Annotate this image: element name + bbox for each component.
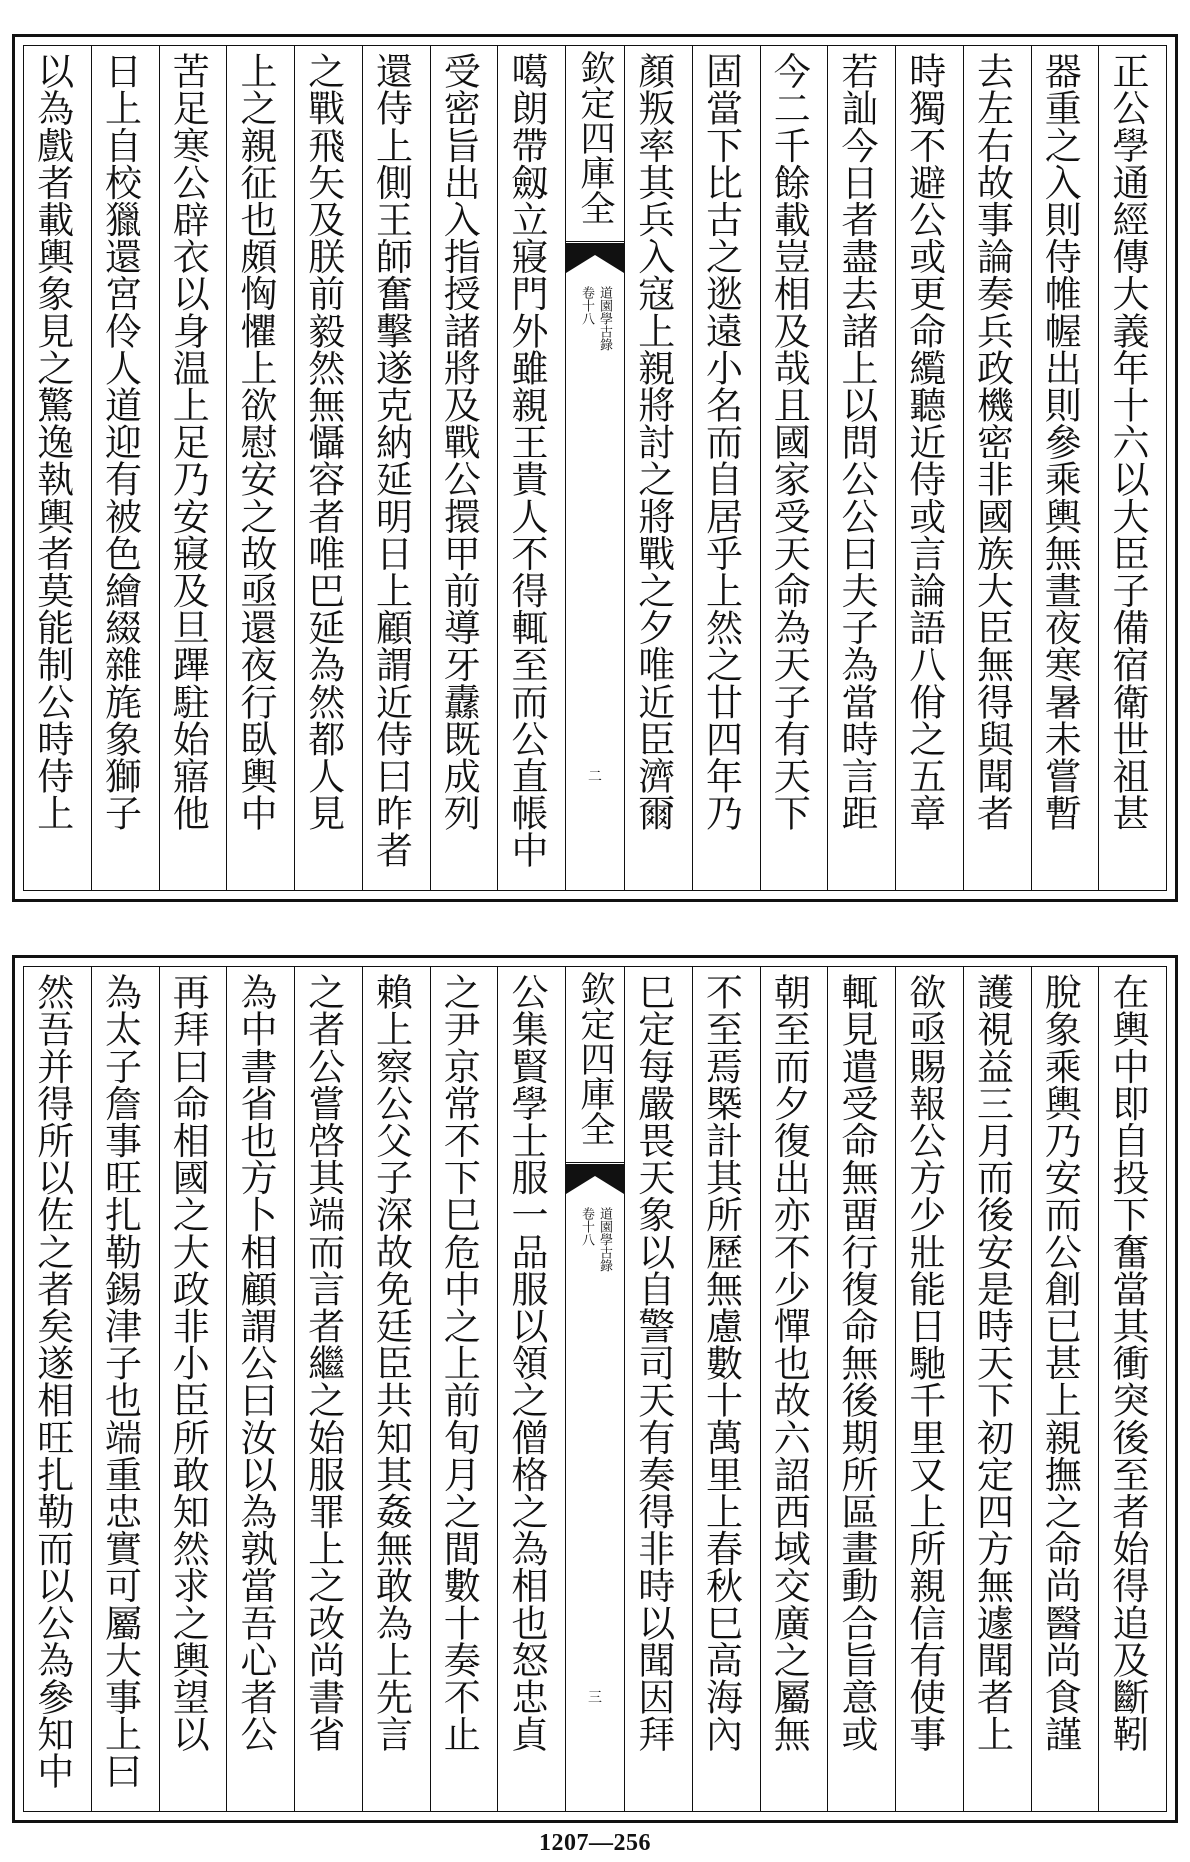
footer-page-code: 1207—256 bbox=[539, 1830, 651, 1856]
text-column: 顏叛率其兵入寇上親將討之將戰之夕唯近臣濟爾 bbox=[624, 46, 692, 890]
text-column: 然吾并得所以佐之者矣遂相旺扎勒而以公為參知中 bbox=[30, 973, 74, 1790]
page-top bbox=[12, 34, 1178, 902]
text-column: 在輿中即自投下奮當其衝突後至者始得追及斷靷 bbox=[1098, 967, 1166, 1811]
text-frame bbox=[23, 966, 1167, 1812]
text-column: 受密旨出入指授諸將及戰公擐甲前導牙纛既成列 bbox=[430, 46, 498, 890]
text-column: 日上自校獵還宮伶人道迎有被色繪綴雜旄象獅子 bbox=[91, 46, 159, 890]
fish-tail-icon bbox=[566, 243, 624, 277]
page-bottom bbox=[12, 955, 1178, 1823]
page-number: 三 bbox=[588, 1690, 602, 1706]
text-column: 固當下比古之逖遠小名而自居乎上然之廿四年乃 bbox=[692, 46, 760, 890]
text-column: 脫象乘輿乃安而公創已甚上親撫之命尚醫尚食謹 bbox=[1031, 967, 1099, 1811]
spine-meta bbox=[566, 1207, 624, 1347]
text-column: 為中書省也方卜相顧謂公曰汝以為孰當吾心者公 bbox=[226, 967, 294, 1811]
text-column: 噶朗帶劔立寢門外雖親王貴人不得輒至而公直帳中 bbox=[497, 46, 565, 890]
volume-label: 卷十八 bbox=[579, 286, 594, 325]
center-spine bbox=[565, 967, 624, 1811]
text-frame bbox=[23, 45, 1167, 891]
series-title: 道園學古錄 bbox=[597, 286, 612, 351]
text-column: 之戰飛矢及朕前毅然無懾容者唯巴延為然都人見 bbox=[294, 46, 362, 890]
text-column: 巳定每嚴畏天象以自警司天有奏得非時以聞因拜 bbox=[624, 967, 692, 1811]
text-column: 以為戲者載輿象見之驚逸執輿者莫能制公時侍上 bbox=[30, 52, 74, 832]
series-title: 道園學古錄 bbox=[597, 1207, 612, 1272]
text-column: 之者公嘗啓其端而言者繼之始服罪上之改尚書省 bbox=[294, 967, 362, 1811]
center-spine bbox=[565, 46, 624, 890]
text-column: 再拜曰命相國之大政非小臣所敢知然求之輿望以 bbox=[159, 967, 227, 1811]
fish-tail-icon bbox=[566, 1164, 624, 1198]
spine-meta bbox=[566, 286, 624, 426]
text-column: 不至焉槩計其所歷無慮數十萬里上春秋巳高海內 bbox=[692, 967, 760, 1811]
text-column: 輒見遣受命無畱行復命無後期所區畫動合旨意或 bbox=[827, 967, 895, 1811]
text-column: 時獨不避公或更命䌫聽近侍或言論語八佾之五章 bbox=[895, 46, 963, 890]
text-column: 為太子詹事旺扎勒錫津子也端重忠實可屬大事上曰 bbox=[91, 967, 159, 1811]
page-number: 二 bbox=[588, 769, 602, 785]
text-column: 之尹京常不下巳危中之上前旬月之間數十奏不止 bbox=[430, 967, 498, 1811]
text-column: 若訕今日者盡去諸上以問公公曰夫子為當時言距 bbox=[827, 46, 895, 890]
text-column: 今二千餘載豈相及哉且國家受天命為天子有天下 bbox=[760, 46, 828, 890]
text-column: 苦足寒公辟衣以身温上足乃安寢及旦蹕駐始寤他 bbox=[159, 46, 227, 890]
text-column: 公集賢學士服一品服以領之僧格之為相也怒忠貞 bbox=[497, 967, 565, 1811]
text-column: 賴上察公父子深故免廷臣共知其姦無敢為上先言 bbox=[362, 967, 430, 1811]
text-column: 去左右故事論奏兵政機密非國族大臣無得與聞者 bbox=[963, 46, 1031, 890]
text-column: 正公學通經傳大義年十六以大臣子備宿衛世祖甚 bbox=[1098, 46, 1166, 890]
book-title: 欽定四庫全 bbox=[566, 46, 624, 242]
volume-label: 卷十八 bbox=[579, 1207, 594, 1246]
text-column: 上之親征也頗恟懼上欲慰安之故亟還夜行臥輿中 bbox=[226, 46, 294, 890]
text-column: 器重之入則侍帷幄出則參乘輿無晝夜寒暑未嘗暫 bbox=[1031, 46, 1099, 890]
text-column: 護視益三月而後安是時天下初定四方無遽聞者上 bbox=[963, 967, 1031, 1811]
text-column: 欲亟賜報公方少壯能日馳千里又上所親信有使事 bbox=[895, 967, 963, 1811]
book-title: 欽定四庫全 bbox=[566, 967, 624, 1163]
text-column: 還侍上側王師奮擊遂克納延明日上顧謂近侍曰昨者 bbox=[362, 46, 430, 890]
text-column: 朝至而夕復出亦不少憚也故六詔西域交廣之屬無 bbox=[760, 967, 828, 1811]
